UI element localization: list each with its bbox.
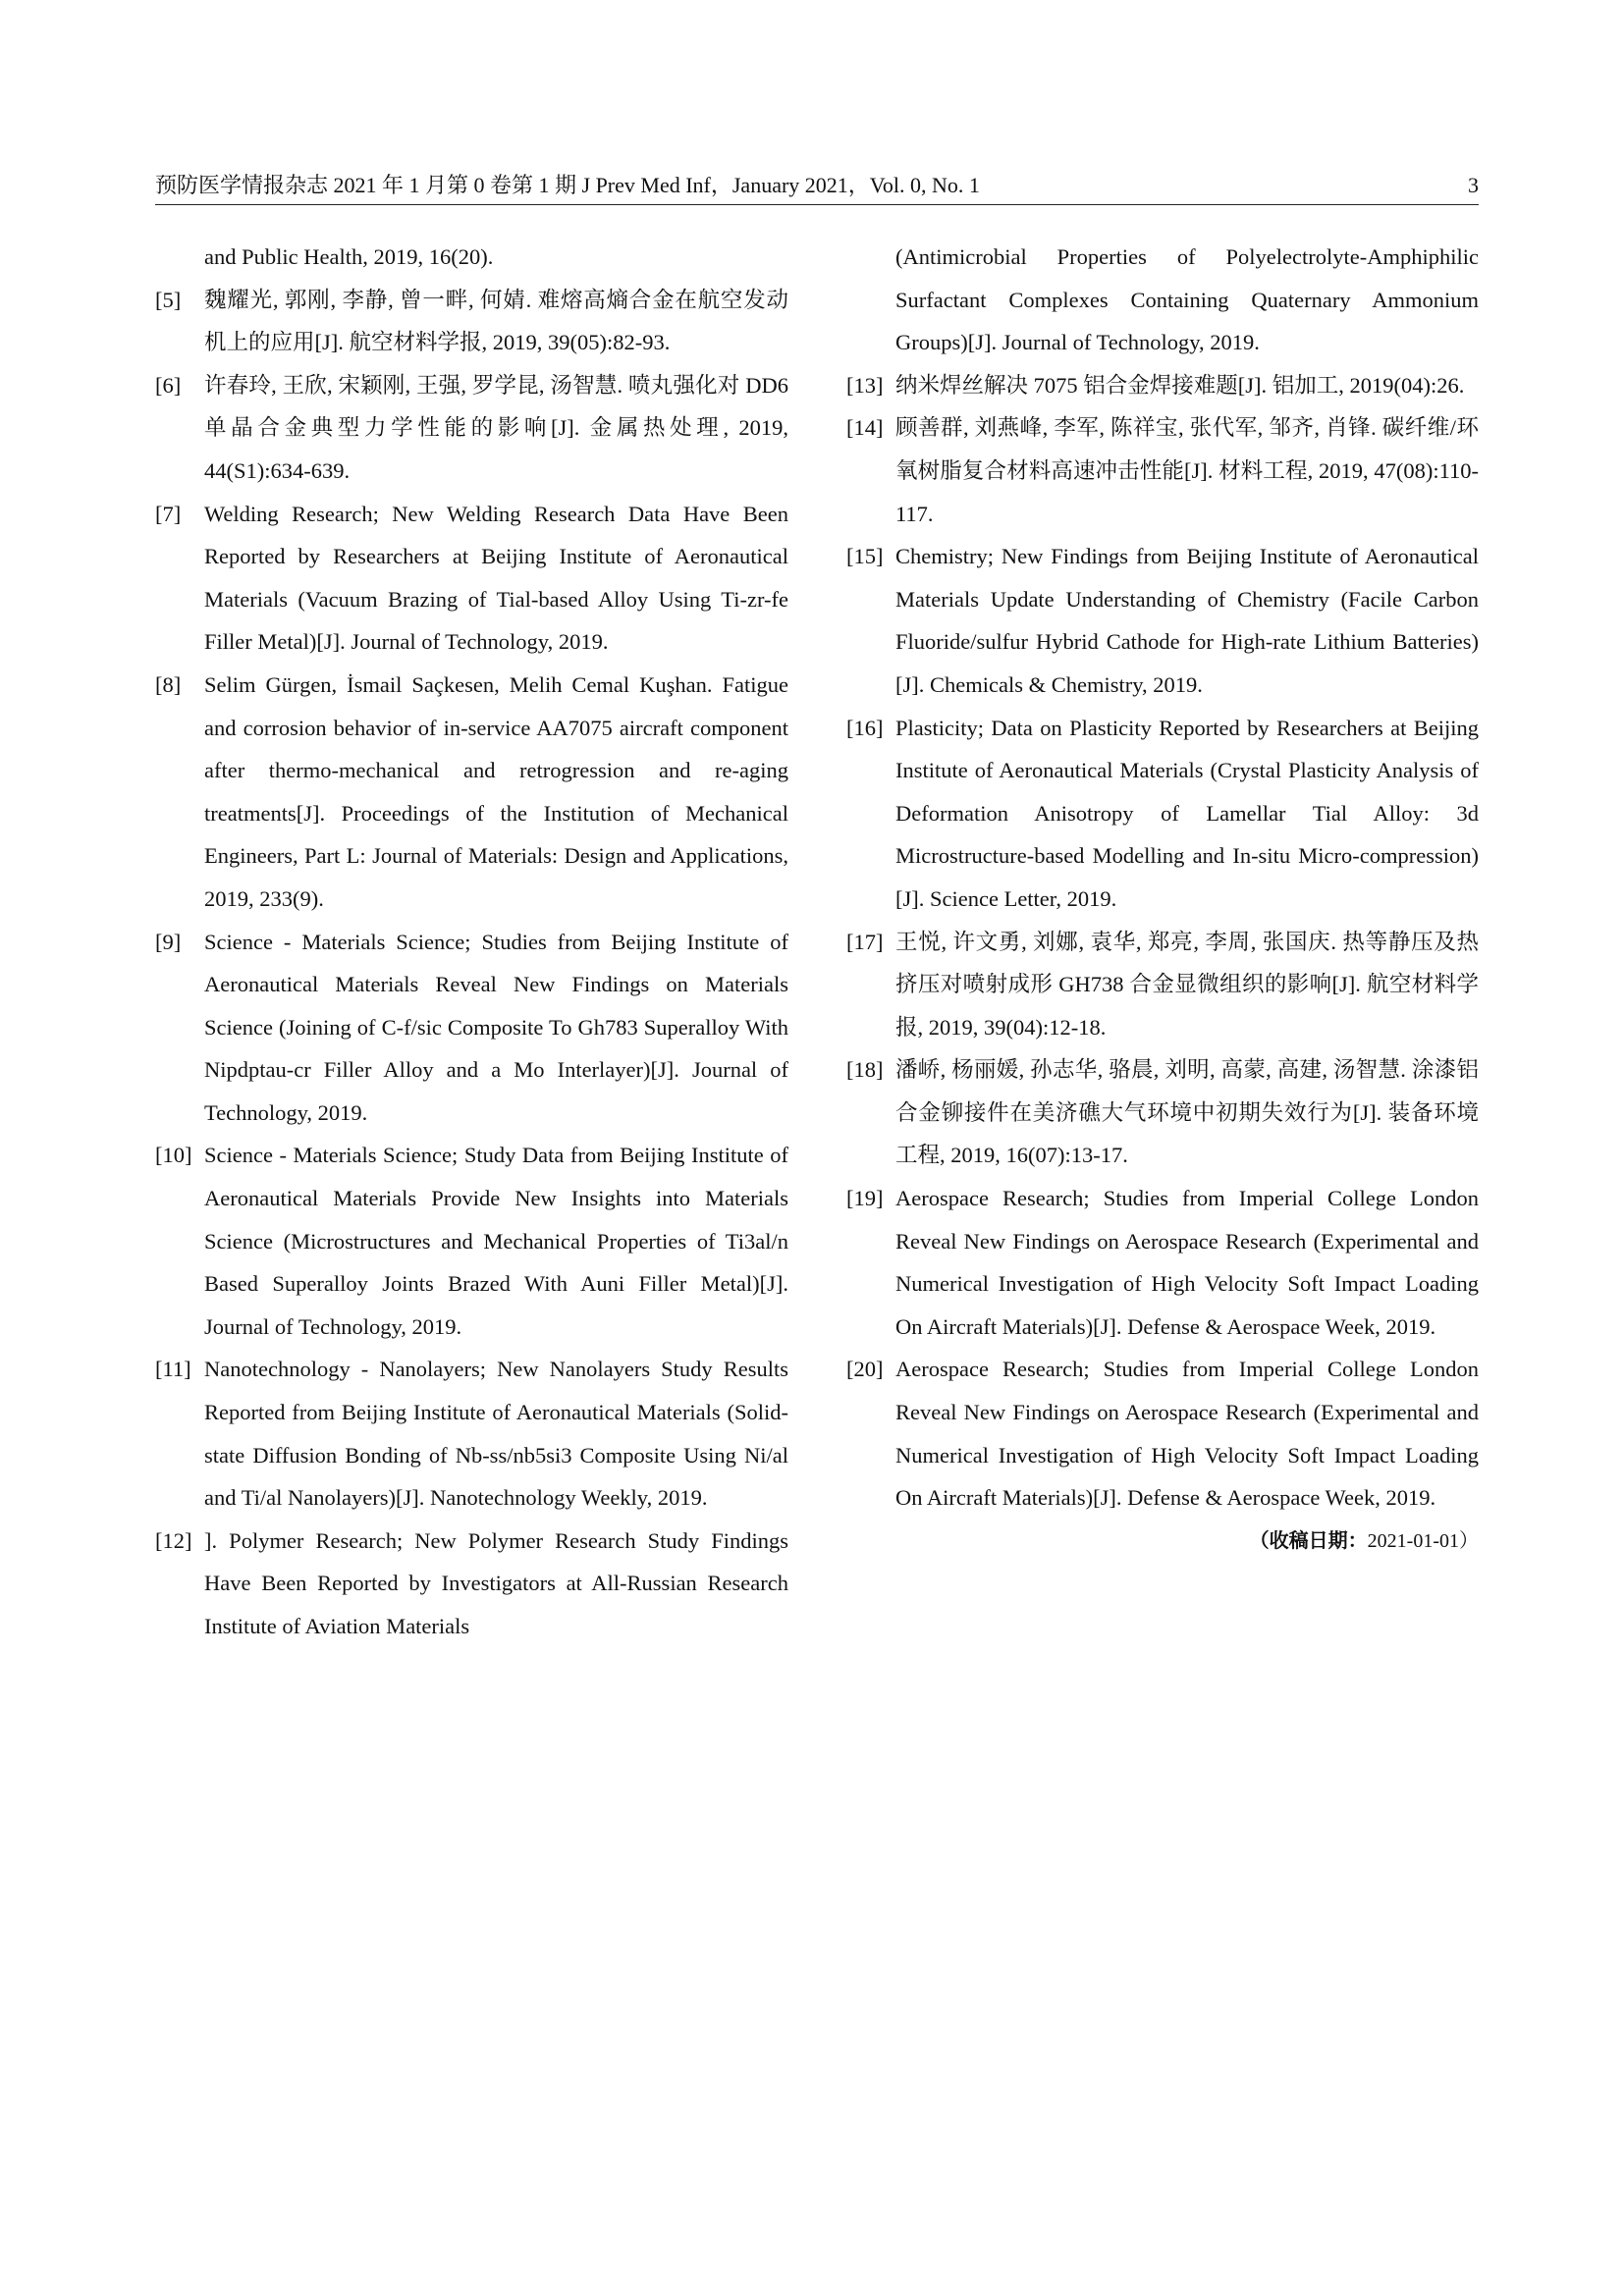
reference-text: Nanotechnology - Nanolayers; New Nanolayers Study Results Reported from Beijing Institute of Aeronautical Materials (Solid-state Diffusion Bonding of Nb-ss/nb5si3 Composite Using Ni/al and Ti/al Nanolayers)[J]. Nanotechnology Weekly, 2019. bbox=[204, 1357, 788, 1511]
reference-text: 王悦, 许文勇, 刘娜, 袁华, 郑亮, 李周, 张国庆. 热等静压及热挤压对喷射成形 GH738 合金显微组织的影响[J]. 航空材料学报, 2019, 39(04):12-18. bbox=[895, 929, 1479, 1040]
reference-item bbox=[155, 1134, 788, 1348]
received-label: （收稿日期： bbox=[1249, 1529, 1368, 1552]
reference-item bbox=[846, 921, 1479, 1049]
right-column bbox=[846, 236, 1479, 1561]
reference-number: [17] bbox=[846, 929, 884, 954]
reference-number: [7] bbox=[155, 501, 182, 526]
reference-item bbox=[846, 1177, 1479, 1348]
reference-item bbox=[155, 279, 788, 364]
reference-text: Chemistry; New Findings from Beijing Institute of Aeronautical Materials Update Understanding of Chemistry (Facile Carbon Fluoride/sulfur Hybrid Cathode for High-rate Lithium Batteries)[J]. Chemicals & Chemistry, 2019. bbox=[895, 544, 1479, 697]
reference-continuation: and Public Health, 2019, 16(20). bbox=[204, 244, 494, 269]
reference-item bbox=[155, 1520, 788, 1648]
reference-number: [12] bbox=[155, 1527, 192, 1553]
reference-number: [11] bbox=[155, 1357, 191, 1382]
reference-number: [9] bbox=[155, 929, 182, 954]
running-header bbox=[155, 171, 1479, 205]
reference-text: ]. Polymer Research; New Polymer Research Study Findings Have Been Reported by Investigators at All-Russian Research Institute of Aviation Materials bbox=[204, 1527, 788, 1638]
received-date: 2021-01-01） bbox=[1367, 1529, 1479, 1552]
reference-text: Aerospace Research; Studies from Imperial College London Reveal New Findings on Aerospace Research (Experimental and Numerical Investigation of High Velocity Soft Impact Loading On Aircraft Materials)[J]. Defense & Aerospace Week, 2019. bbox=[895, 1357, 1479, 1511]
reference-item bbox=[846, 1048, 1479, 1177]
reference-item bbox=[846, 535, 1479, 706]
reference-number: [16] bbox=[846, 715, 884, 740]
received-date-note bbox=[846, 1522, 1479, 1561]
reference-number: [8] bbox=[155, 671, 182, 697]
reference-text: 纳米焊丝解决 7075 铝合金焊接难题[J]. 铝加工, 2019(04):26. bbox=[895, 372, 1465, 398]
reference-item bbox=[155, 664, 788, 921]
reference-number: [10] bbox=[155, 1143, 192, 1168]
reference-number: [18] bbox=[846, 1057, 884, 1083]
reference-number: [6] bbox=[155, 372, 182, 398]
reference-item bbox=[155, 921, 788, 1135]
reference-number: [20] bbox=[846, 1357, 884, 1382]
left-column bbox=[155, 236, 788, 1648]
reference-text: Selim Gürgen, İsmail Saçkesen, Melih Cemal Kuşhan. Fatigue and corrosion behavior of in-service AA7075 aircraft component after thermo-mechanical and retrogression and re-aging treatments[J]. Proceedings of the Institution of Mechanical Engineers, Part L: Journal of Materials: Design and Applications, 2019, 233(9). bbox=[204, 671, 788, 911]
reference-item bbox=[155, 364, 788, 493]
reference-item bbox=[846, 364, 1479, 407]
reference-number: [19] bbox=[846, 1186, 884, 1211]
reference-text: 许春玲, 王欣, 宋颖刚, 王强, 罗学昆, 汤智慧. 喷丸强化对 DD6 单晶合金典型力学性能的影响[J]. 金属热处理, 2019, 44(S1):634-639. bbox=[204, 372, 788, 483]
reference-text: Aerospace Research; Studies from Imperial College London Reveal New Findings on Aerospace Research (Experimental and Numerical Investigation of High Velocity Soft Impact Loading On Aircraft Materials)[J]. Defense & Aerospace Week, 2019. bbox=[895, 1186, 1479, 1339]
reference-item bbox=[155, 493, 788, 664]
reference-item bbox=[846, 707, 1479, 921]
reference-text: Welding Research; New Welding Research Data Have Been Reported by Researchers at Beijing Institute of Aeronautical Materials (Vacuum Brazing of Tial-based Alloy Using Ti-zr-fe Filler Metal)[J]. Journal of Technology, 2019. bbox=[204, 501, 788, 655]
reference-text: 潘峤, 杨丽媛, 孙志华, 骆晨, 刘明, 高蒙, 高建, 汤智慧. 涂漆铝合金铆接件在美济礁大气环境中初期失效行为[J]. 装备环境工程, 2019, 16(07):13-17. bbox=[895, 1057, 1479, 1168]
reference-text: Science - Materials Science; Study Data from Beijing Institute of Aeronautical Materials Provide New Insights into Materials Science (Microstructures and Mechanical Properties of Ti3al/n Based Superalloy Joints Brazed With Auni Filler Metal)[J]. Journal of Technology, 2019. bbox=[204, 1143, 788, 1339]
reference-item bbox=[846, 1348, 1479, 1519]
reference-text: Science - Materials Science; Studies from Beijing Institute of Aeronautical Materials Reveal New Findings on Materials Science (Joining of C-f/sic Composite To Gh783 Superalloy With Nipdptau-cr Filler Alloy and a Mo Interlayer)[J]. Journal of Technology, 2019. bbox=[204, 929, 788, 1125]
reference-item bbox=[155, 1348, 788, 1519]
reference-number: [5] bbox=[155, 287, 182, 312]
journal-citation: 预防医学情报杂志 2021 年 1 月第 0 卷第 1 期 J Prev Med Inf，January 2021，Vol. 0, No. 1 bbox=[155, 173, 980, 197]
reference-text: 魏耀光, 郭刚, 李静, 曾一畔, 何婧. 难熔高熵合金在航空发动机上的应用[J]. 航空材料学报, 2019, 39(05):82-93. bbox=[204, 287, 788, 355]
reference-continuation: (Antimicrobial Properties of Polyelectrolyte-Amphiphilic Surfactant Complexes Containing Quaternary Ammonium Groups)[J]. Journal of Technology, 2019. bbox=[895, 244, 1479, 355]
reference-number: [13] bbox=[846, 372, 884, 398]
reference-number: [15] bbox=[846, 544, 884, 569]
reference-text: Plasticity; Data on Plasticity Reported by Researchers at Beijing Institute of Aeronautical Materials (Crystal Plasticity Analysis of Deformation Anisotropy of Lamellar Tial Alloy: 3d Microstructure-based Modelling and In-situ Micro-compression)[J]. Science Letter, 2019. bbox=[895, 715, 1479, 911]
page-number: 3 bbox=[1468, 173, 1479, 197]
reference-number: [14] bbox=[846, 415, 884, 441]
reference-text: 顾善群, 刘燕峰, 李军, 陈祥宝, 张代军, 邹齐, 肖锋. 碳纤维/环氧树脂复合材料高速冲击性能[J]. 材料工程, 2019, 47(08):110-117. bbox=[895, 415, 1479, 526]
reference-item bbox=[846, 406, 1479, 535]
